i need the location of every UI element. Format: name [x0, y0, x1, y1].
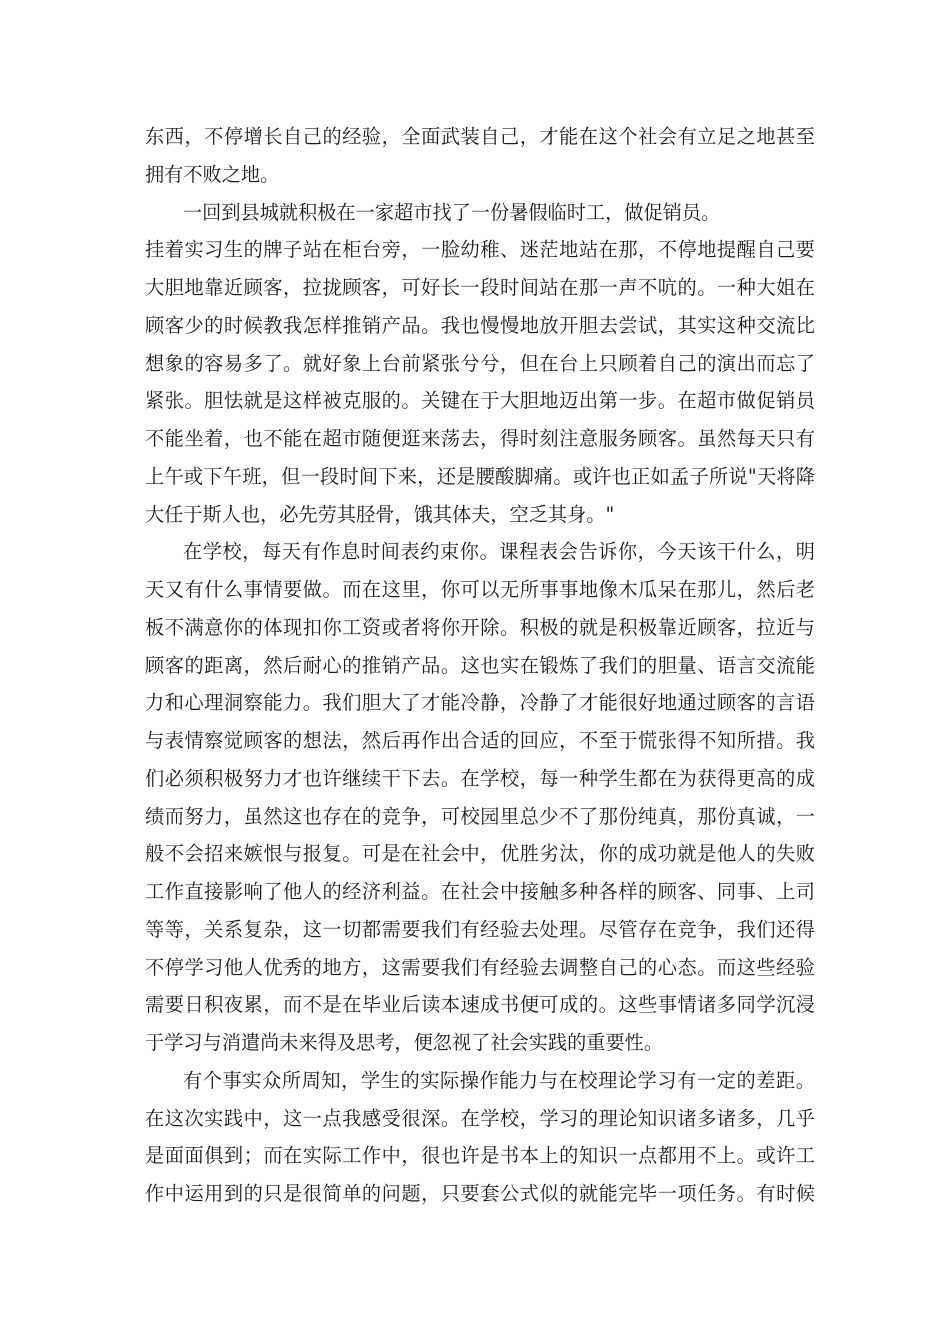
text-line: 需要日积夜累，而不是在毕业后读本速成书便可成的。这些事情诸多同学沉浸: [145, 993, 815, 1016]
text-line: 紧张。胆怯就是这样被克服的。关键在于大胆地迈出第一步。在超市做促销员: [145, 389, 815, 412]
text-line: 等等，关系复杂，这一切都需要我们有经验去处理。尽管存在竞争，我们还得: [145, 918, 815, 941]
text-line: 大胆地靠近顾客，拉拢顾客，可好长一段时间站在那一声不吭的。一种大姐在: [145, 276, 815, 299]
text-line: 在学校，每天有作息时间表约束你。课程表会告诉你，今天该干什么，明: [183, 540, 815, 563]
text-line: 大任于斯人也，必先劳其胫骨，饿其体夫，空乏其身。": [145, 503, 615, 526]
text-line: 有个事实众所周知，学生的实际操作能力与在校理论学习有一定的差距。: [183, 1069, 815, 1092]
text-line: 顾客少的时候教我怎样推销产品。我也慢慢地放开胆去尝试，其实这种交流比: [145, 314, 815, 337]
text-line: 与表情察觉顾客的想法，然后再作出合适的回应，不至于慌张得不知所措。我: [145, 729, 815, 752]
text-line: 拥有不败之地。: [145, 163, 280, 186]
text-line: 上午或下午班，但一段时间下来，还是腰酸脚痛。或许也正如孟子所说"天将降: [145, 465, 815, 488]
text-line: 不能坐着，也不能在超市随便逛来荡去，得时刻注意服务顾客。虽然每天只有: [145, 427, 815, 450]
text-line: 想象的容易多了。就好象上台前紧张兮兮，但在台上只顾着自己的演出而忘了: [145, 352, 815, 375]
text-line: 作中运用到的只是很简单的问题，只要套公式似的就能完毕一项任务。有时候: [145, 1182, 815, 1205]
text-line: 东西，不停增长自己的经验，全面武装自己，才能在这个社会有立足之地甚至: [145, 125, 815, 148]
text-line: 挂着实习生的牌子站在柜台旁，一脸幼稚、迷茫地站在那，不停地提醒自己要: [145, 238, 815, 261]
text-line: 是面面俱到；而在实际工作中，很也许是书本上的知识一点都用不上。或许工: [145, 1144, 815, 1167]
text-line: 天又有什么事情要做。而在这里，你可以无所事事地像木瓜呆在那儿，然后老: [145, 578, 815, 601]
text-line: 绩而努力，虽然这也存在的竞争，可校园里总少不了那份纯真，那份真诚，一: [145, 805, 815, 828]
text-line: 们必须积极努力才也许继续干下去。在学校，每一种学生都在为获得更高的成: [145, 767, 815, 790]
text-line: 不停学习他人优秀的地方，这需要我们有经验去调整自己的心态。而这些经验: [145, 956, 815, 979]
text-line: 力和心理洞察能力。我们胆大了才能冷静，冷静了才能很好地通过顾客的言语: [145, 691, 815, 714]
text-line: 顾客的距离，然后耐心的推销产品。这也实在锻炼了我们的胆量、语言交流能: [145, 654, 815, 677]
text-line: 板不满意你的体现扣你工资或者将你开除。积极的就是积极靠近顾客，拉近与: [145, 616, 815, 639]
text-line: 般不会招来嫉恨与报复。可是在社会中，优胜劣汰，你的成功就是他人的失败: [145, 842, 815, 865]
text-line: 于学习与消遣尚未来得及思考，便忽视了社会实践的重要性。: [145, 1031, 664, 1054]
text-line: 一回到县城就积极在一家超市找了一份暑假临时工，做促销员。: [183, 201, 721, 224]
text-line: 在这次实践中，这一点我感受很深。在学校，学习的理论知识诸多诸多，几乎: [145, 1107, 815, 1130]
text-line: 工作直接影响了他人的经济利益。在社会中接触多种各样的顾客、同事、上司: [145, 880, 815, 903]
